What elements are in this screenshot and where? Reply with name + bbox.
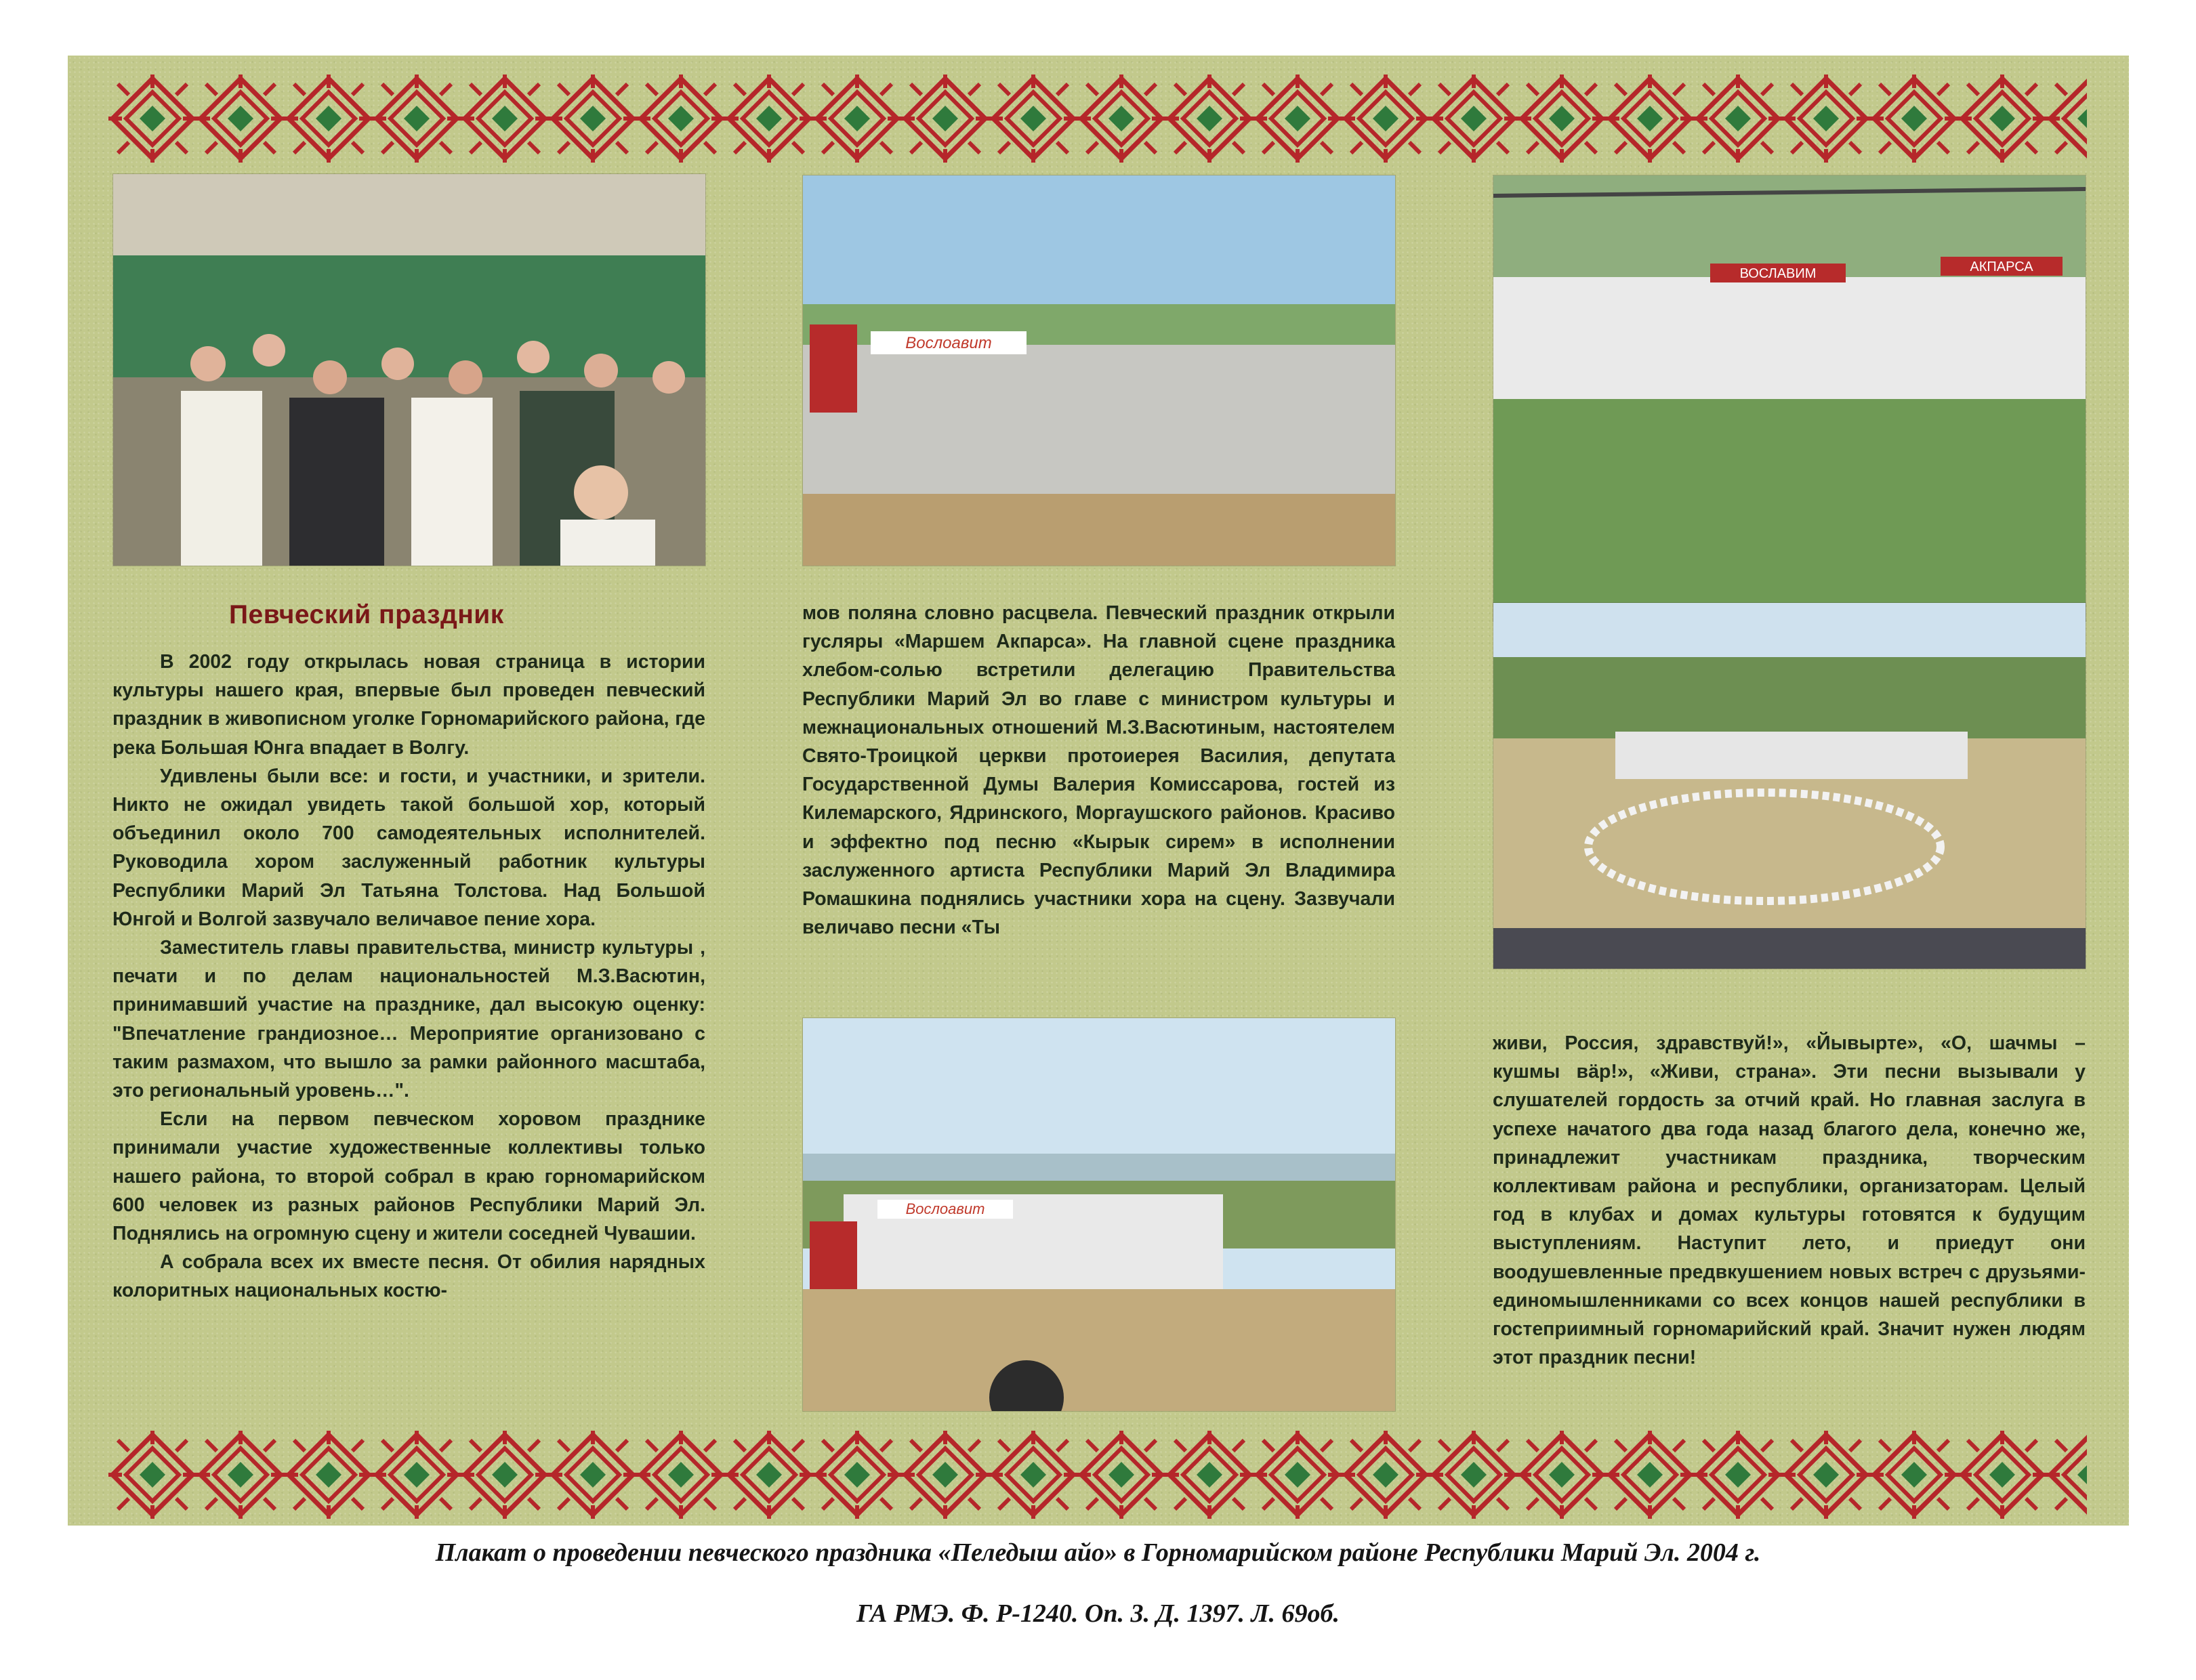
banner-text: Вослоавит: [905, 334, 992, 352]
paragraph: живи, Россия, здравствуй!», «Йывырте», «О, шачмы – кушмы вäр!», «Живи, страна». Эти песни вызывали у слушателей гордость за отчий край. Но главная заслуга в успехе начатого два года назад благого дела, конечно же, принадлежит участникам праздника, творческим коллективам района и республики, организаторам. Целый год в клубах и домах культуры готовятся к будущим выступлениям. Наступит лето, и приедут они воодушевленные предвкушением новых встреч с друзьями-единомышленниками со всех концов нашей республики в гостеприимный горномарийский край. Значит нужен людям этот праздник песни!: [1493, 1032, 2086, 1369]
caption-line-2: ГА РМЭ. Ф. Р-1240. Оп. 3. Д. 1397. Л. 69об.: [856, 1599, 1340, 1628]
text-column-2: [802, 599, 1395, 942]
photo-river-stage: [802, 1017, 1396, 1412]
paragraph: Если на первом певческом хоровом празднике принимали участие художественные коллективы только нашего района, то второй собрал в краю горномарийском 600 человек из разных районов Республики Марий Эл. Поднялись на огромную сцену и жители соседней Чувашии.: [112, 1108, 705, 1245]
paragraph: мов поляна словно расцвела. Певческий праздник открыли гусляры «Маршем Акпарса». На главной сцене праздника хлебом-солью встретили делегацию Правительства Республики Марий Эл во главе с министром культуры и межнациональных отношений М.З.Васютиным, настоятелем Свято-Троицкой церкви протоиерея Василия, депутата Государственной Думы Валерия Комиссарова, гостей из Килемарского, Ядринского, Моргаушского районов. Красиво и эффектно под песню «Кырык сирем» в исполнении заслуженного артиста Республики Марий Эл Владимира Ромашкина поднялись участники хора на сцену. Зазвучали величаво песни «Ты: [802, 602, 1395, 939]
ornament-border-bottom: [108, 1431, 2087, 1519]
paragraph: Удивлены были все: и гости, и участники, и зрители. Никто не ожидал увидеть такой большой хор, который объединил около 700 самодеятельных исполнителей. Руководила хором заслуженный работник культуры Республики Марий Эл Татьяна Толстова. Над Большой Юнгой и Волгой зазвучало величавое пение хора.: [112, 765, 705, 930]
text-column-3: [1493, 1029, 2086, 1372]
photo-choir-closeup: [112, 173, 706, 566]
banner-text: Вослоавит: [905, 1200, 985, 1217]
banner-text: ВОСЛАВИМ: [1739, 266, 1817, 281]
article-heading: Певческий праздник: [229, 600, 504, 629]
caption-line-1: Плакат о проведении певческого праздника «Пеледыш айо» в Горномарийском районе Республики Марий Эл. 2004 г.: [435, 1538, 1761, 1567]
ornament-border-top: [108, 75, 2087, 163]
poster: [68, 56, 2129, 1526]
paragraph: А собрала всех их вместе песня. От обилия нарядных колоритных национальных костю-: [112, 1251, 705, 1302]
text-column-1: [112, 648, 705, 1305]
banner-text: АКПАРСА: [1970, 259, 2033, 274]
paragraph: Заместитель главы правительства, министр культуры , печати и по делам национальностей М.З.Васютин, принимавший участие на празднике, дал высокую оценку: "Впечатление грандиозное… Мероприятие организовано с таким размахом, что вышло за рамки районного масштаба, это региональный уровень…".: [112, 937, 705, 1102]
photo-stage-field: [802, 175, 1396, 566]
photo-stage-canopy: [1493, 175, 2086, 622]
photo-circle-dance: [1493, 602, 2086, 969]
paragraph: В 2002 году открылась новая страница в истории культуры нашего края, впервые был проведен певческий праздник в живописном уголке Горномарийского района, где река Большая Юнга впадает в Волгу.: [112, 651, 705, 759]
